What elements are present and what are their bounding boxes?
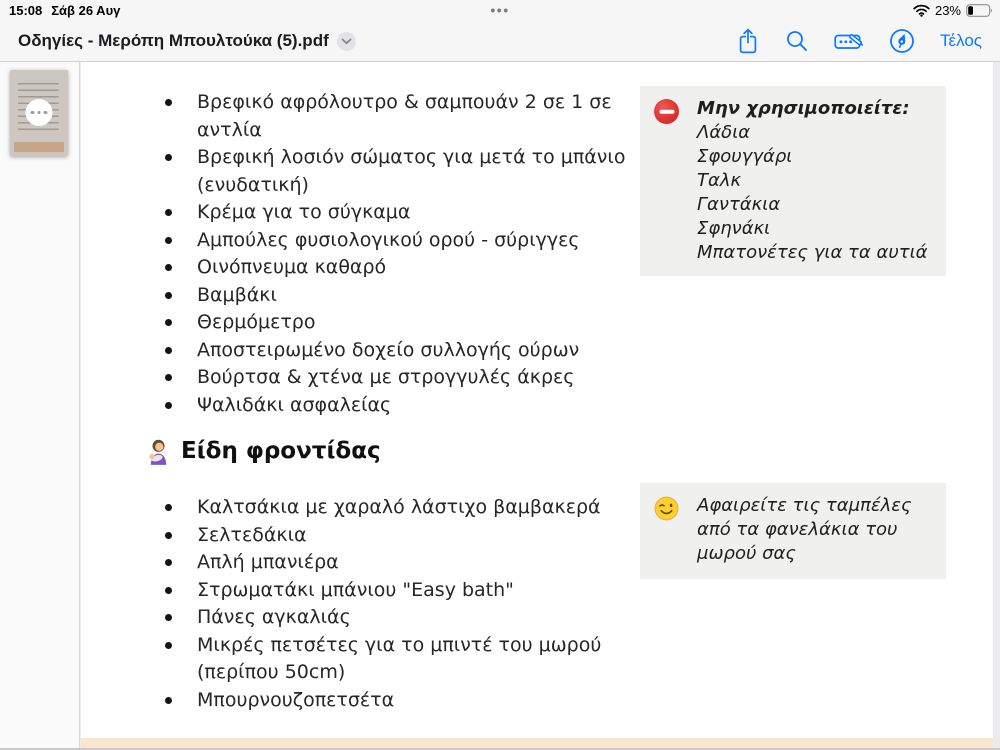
thumbnail-loading-indicator [26, 99, 53, 126]
list-item-text: Σελτεδάκια [197, 523, 307, 546]
bullet-dot [165, 347, 172, 354]
tip-callout [640, 483, 946, 579]
top-chrome [0, 0, 1000, 62]
list-item [165, 282, 667, 310]
list-item-text: Βρεφική λοσιόν σώματος για μετά το μπάνιο (ενυδατική) [197, 146, 626, 196]
bullet-dot [165, 319, 172, 326]
list-item-text: Πάνες αγκαλιάς [197, 606, 351, 628]
bullet-dot [165, 292, 172, 299]
list-item-text: Αποστειρωμένο δοχείο συλλογής ούρων [197, 338, 580, 361]
thumbnail-footer-band [14, 142, 64, 152]
bullet-dot [165, 237, 172, 244]
list-item [165, 199, 667, 227]
list-item [165, 144, 667, 199]
document-title: Οδηγίες - Μερόπη Μπουλτούκα (5).pdf [18, 31, 329, 50]
pdf-page[interactable] [81, 62, 993, 750]
callout-line: Σφηνάκι [697, 218, 771, 239]
bullet-dot [165, 587, 172, 594]
list-item [165, 89, 667, 144]
annotate-button[interactable] [889, 28, 915, 54]
search-button[interactable] [785, 29, 809, 53]
list-item [165, 522, 667, 550]
list-item-text: Βρεφικό αφρόλουτρο & σαμπουάν 2 σε 1 σε αντλία [197, 91, 612, 141]
care-items-list [165, 494, 667, 714]
list-item [165, 309, 667, 337]
list-item-text: Στρωματάκι μπάνιου "Easy bath" [197, 578, 514, 601]
chevron-down-icon [341, 38, 352, 45]
section-heading-text: Είδη φροντίδας [181, 438, 381, 464]
section-heading [145, 436, 381, 466]
title-menu-button[interactable] [337, 32, 356, 51]
no-entry-emoji [654, 99, 679, 124]
list-item [165, 337, 667, 365]
list-item-text: Μικρές πετσέτες για το μπιντέ του μωρού (περίπου 50cm) [197, 633, 602, 683]
bullet-dot [165, 402, 172, 409]
supplies-list [165, 89, 667, 419]
done-button[interactable]: Τέλος [940, 31, 982, 50]
next-section-band [81, 738, 993, 748]
list-item-text: Θερμόμετρο [197, 311, 316, 333]
markup-fields-button[interactable] [834, 29, 864, 53]
callout-text: Αφαιρείτε τις ταμπέλες από τα φανελάκια του μωρού σας [697, 495, 912, 564]
list-item [165, 364, 667, 392]
callout-line: Λάδια [697, 122, 751, 143]
thumbnail-sidebar [0, 62, 80, 750]
status-time: 15:08 [9, 2, 43, 18]
list-item [165, 494, 667, 522]
callout-line: Μπατονέτες για τα αυτιά [697, 242, 928, 263]
toolbar [0, 20, 1000, 62]
bullet-dot [165, 504, 172, 511]
list-item [165, 392, 667, 420]
list-item-text: Ψαλιδάκι ασφαλείας [197, 393, 392, 416]
callout-title: Μην χρησιμοποιείτε: [697, 98, 910, 119]
status-bar [0, 0, 1000, 20]
status-date: Σάβ 26 Αυγ [51, 2, 121, 18]
callout-line: Ταλκ [697, 170, 742, 191]
bullet-dot [165, 559, 172, 566]
winking-face-emoji [654, 496, 679, 521]
bullet-dot [165, 697, 172, 704]
list-item-text: Καλτσάκια με χαραλό λάστιχο βαμβακερά [197, 496, 601, 518]
battery-percent: 23% [934, 2, 961, 18]
search-icon [785, 29, 809, 53]
breastfeeding-woman-emoji [145, 438, 172, 466]
annotate-pen-icon [889, 28, 915, 54]
share-icon [736, 28, 760, 55]
multitasking-indicator[interactable]: ••• [490, 2, 510, 18]
bullet-dot [165, 209, 172, 216]
list-item-text: Αμπούλες φυσιολογικού ορού - σύριγγες [197, 228, 580, 251]
bullet-dot [165, 532, 172, 539]
list-item [165, 632, 667, 687]
bullet-dot [165, 154, 172, 161]
callout-line: Σφουγγάρι [697, 146, 793, 167]
dont-use-callout [640, 86, 946, 276]
bullet-dot [165, 264, 172, 271]
list-item [165, 687, 667, 715]
list-item [165, 254, 667, 282]
list-item [165, 227, 667, 255]
list-item-text: Απλή μπανιέρα [197, 551, 339, 573]
list-item-text: Κρέμα για το σύγκαμα [197, 201, 411, 223]
markup-icon [834, 29, 864, 53]
share-button[interactable] [736, 28, 760, 55]
bullet-dot [165, 642, 172, 649]
list-item-text: Βαμβάκι [197, 283, 277, 306]
bullet-dot [165, 374, 172, 381]
list-item-text: Οινόπνευμα καθαρό [197, 256, 387, 278]
list-item-text: Μπουρνουζοπετσέτα [197, 688, 395, 711]
page-thumbnail[interactable] [10, 70, 68, 156]
list-item [165, 577, 667, 605]
bullet-dot [165, 614, 172, 621]
callout-line: Γαντάκια [697, 194, 781, 215]
list-item-text: Βούρτσα & χτένα με στρογγυλές άκρες [197, 366, 575, 388]
list-item [165, 549, 667, 577]
bullet-dot [165, 99, 172, 106]
list-item [165, 604, 667, 632]
